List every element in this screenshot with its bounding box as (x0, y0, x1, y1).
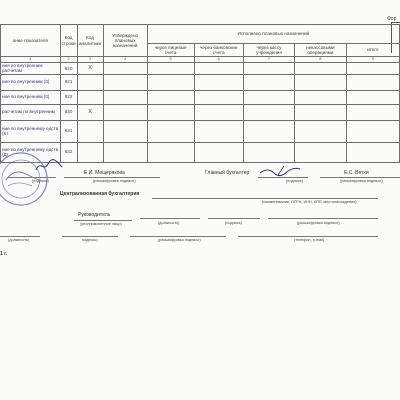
central-accounting-title: Централизованная бухгалтерия (60, 191, 140, 197)
row-name: ние по внутренним (0) (1, 90, 61, 104)
column-number: 7 (243, 57, 294, 63)
subheader-cash-desk: через кассу учреждения (243, 44, 294, 57)
table-row (1, 63, 400, 75)
cell-total (346, 63, 399, 75)
table-row (1, 104, 400, 120)
cell-noncash (295, 90, 347, 104)
cell-bank (194, 104, 243, 120)
subheader-total: итого (346, 44, 399, 57)
cell-personal (147, 63, 194, 75)
header-name: ание показателя (1, 25, 61, 57)
cell-cash (243, 104, 294, 120)
cell-bank (194, 63, 243, 75)
row-mark: X (77, 63, 103, 75)
head-sign-line (208, 218, 260, 219)
cell-personal (147, 104, 194, 120)
cell-total (346, 90, 399, 104)
row-mark (77, 90, 103, 104)
cell-cash (243, 90, 294, 104)
head-caption-position: (должность) (158, 221, 180, 225)
cell-bank (194, 142, 243, 162)
director-sign-line (8, 177, 56, 178)
report-table (0, 24, 400, 163)
cell-personal (147, 90, 194, 104)
chief-sign-line (258, 177, 308, 178)
row-code: 831 (60, 120, 77, 142)
table-row (1, 90, 400, 104)
subheader-personal-accounts: через лицевые счета (147, 44, 194, 57)
cell-personal (147, 74, 194, 90)
column-number: 5 (147, 57, 194, 63)
row-code: 830 (60, 104, 77, 120)
cell-approved (103, 63, 147, 75)
row3-decode-line (130, 236, 226, 237)
central-accounting-line (152, 198, 378, 199)
form-label: Фор (387, 16, 397, 22)
chief-caption-decode: (расшифровка подписи) (340, 179, 383, 183)
row-name: расчетам по внутренним (1, 104, 61, 120)
cell-approved (103, 120, 147, 142)
row3-caption-phone: (телефон, e-mail) (294, 238, 325, 242)
subheader-non-cash: некассовыми операциями (295, 44, 347, 57)
cell-approved (103, 104, 147, 120)
chief-caption-sign: (подпись) (286, 179, 303, 183)
cell-total (346, 104, 399, 120)
cell-cash (243, 74, 294, 90)
chief-decode-line (320, 177, 400, 178)
row-code: 820 (60, 63, 77, 75)
row-mark (77, 142, 103, 162)
row-mark (77, 120, 103, 142)
table-row (1, 120, 400, 142)
row-code: 832 (60, 142, 77, 162)
cell-bank (194, 90, 243, 104)
cell-bank (194, 120, 243, 142)
cell-noncash (295, 104, 347, 120)
cell-cash (243, 120, 294, 142)
cell-noncash (295, 74, 347, 90)
header-executed-group: Исполнено плановых назначений (147, 25, 399, 44)
row3-phone-line (238, 236, 378, 237)
chief-name: Е.С. Ветхи (344, 170, 369, 176)
row3-caption-sign: подпись) (82, 238, 98, 242)
row-name: ние по внутреннему едств (Кт (1, 120, 61, 142)
cell-total (346, 74, 399, 90)
cell-noncash (295, 120, 347, 142)
row-name: ния по внутренним расчетам (1, 63, 61, 75)
row-code: 822 (60, 90, 77, 104)
central-accounting-caption: (наименование, ОГРН, ИНН, КПП, местонахождение) (262, 200, 357, 204)
head-caption-decode: (расшифровка подписи) (297, 221, 340, 225)
row-code: 821 (60, 74, 77, 90)
director-name: Е.И. Мещерякова (84, 170, 125, 176)
column-number: 4 (103, 57, 147, 63)
cell-bank (194, 74, 243, 90)
subheader-bank-accounts: через банковские счета (194, 44, 243, 57)
chief-accountant-label: Главный бухгалтер (205, 170, 250, 176)
director-decode-line (64, 177, 160, 178)
director-caption-sign: (подпись) (32, 179, 49, 183)
cell-noncash (295, 63, 347, 75)
cell-total (346, 120, 399, 142)
table-row (1, 74, 400, 90)
column-number: 6 (194, 57, 243, 63)
director-signature-icon (34, 158, 64, 174)
column-number: 3 (77, 57, 103, 63)
column-number: 1 (1, 57, 61, 63)
head-person-line (74, 220, 132, 221)
row3-caption-decode: (расшифровка подписи) (158, 238, 201, 242)
header-approved: Утверждено плановых назначений (103, 25, 147, 57)
header-line-code: Код строки (60, 25, 77, 57)
cell-personal (147, 120, 194, 142)
head-caption-sign: (подпись) (225, 221, 242, 225)
row-name: ние по внутреннему едств (Дт (1, 142, 61, 162)
row-mark (77, 74, 103, 90)
cell-approved (103, 142, 147, 162)
row3-caption-position: (должность) (8, 238, 30, 242)
header-analytics-code: Код аналитики (77, 25, 103, 57)
row3-position-line (0, 236, 40, 237)
cell-approved (103, 90, 147, 104)
row-name: ние по внутренним (0) (1, 74, 61, 90)
row3-sign-line (62, 236, 118, 237)
column-number: 8 (295, 57, 347, 63)
cell-approved (103, 74, 147, 90)
head-label: Руководитель (78, 212, 111, 218)
row-mark: X (77, 104, 103, 120)
column-number: 9 (346, 57, 399, 63)
director-caption-decode: (расшифровка подписи) (93, 179, 136, 183)
cell-personal (147, 142, 194, 162)
year-fragment: 1 г. (0, 251, 8, 257)
cell-noncash (295, 142, 347, 162)
head-position-line (140, 218, 200, 219)
cell-cash (243, 63, 294, 75)
head-decode-line (268, 218, 378, 219)
column-number: 2 (60, 57, 77, 63)
cell-total (346, 142, 399, 162)
head-caption-person: (уполномоченное лицо) (80, 222, 122, 226)
cell-cash (243, 142, 294, 162)
